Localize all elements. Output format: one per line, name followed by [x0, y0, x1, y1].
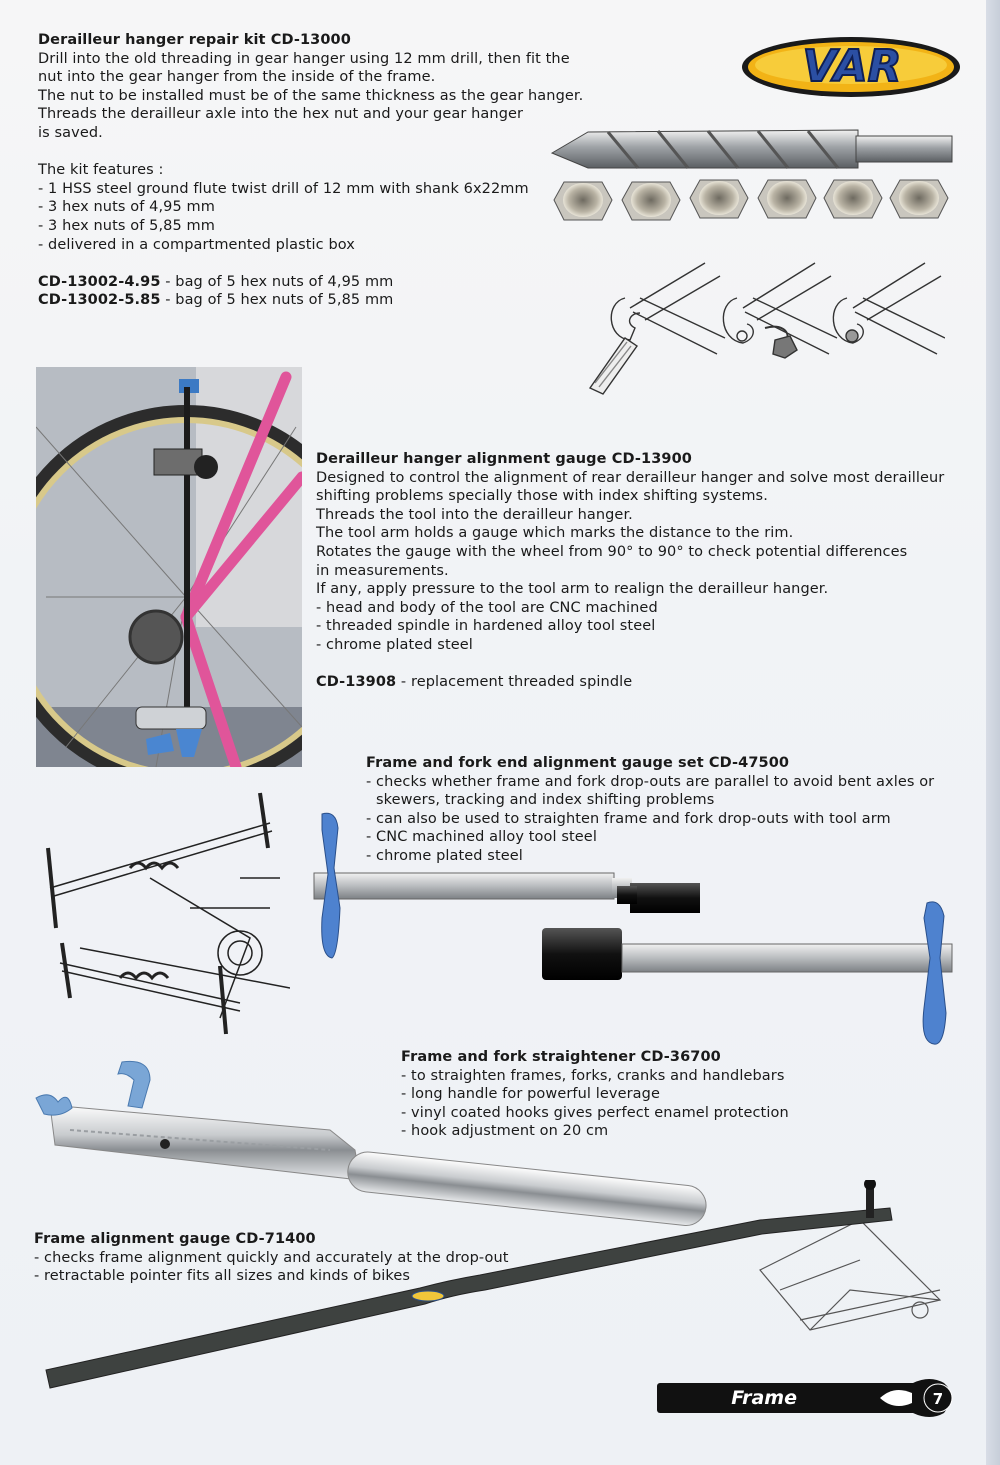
frame-sketch [760, 1220, 940, 1330]
alignment-gauge-photo [36, 367, 302, 767]
text-line: is saved. [38, 124, 103, 141]
text-line: The tool arm holds a gauge which marks the distance to the rim. [316, 525, 794, 542]
text-line: - retractable pointer fits all sizes and kinds of bikes [34, 1268, 411, 1285]
var-logo [740, 34, 962, 100]
gauge-bar [46, 1208, 892, 1388]
feature-item: - delivered in a compartmented plastic box [38, 236, 355, 253]
variant-code: CD-13002-5.85 [38, 292, 161, 309]
logo-text: VAR [802, 41, 902, 92]
section-alignment-gauge [316, 450, 944, 692]
variant-text: - bag of 5 hex nuts of 4,95 mm [160, 273, 394, 290]
text-line: - chrome plated steel [366, 847, 523, 864]
page-number: 7 [932, 1390, 944, 1408]
text-line: nut into the gear hanger from the inside of the frame. [38, 69, 436, 86]
text-line: - checks frame alignment quickly and accurately at the drop-out [34, 1249, 509, 1266]
variant-code: CD-13002-4.95 [38, 273, 161, 290]
gauge-lower [542, 902, 952, 1044]
text-line: Rotates the gauge with the wheel from 90° to 90° to check potential differences [316, 543, 908, 560]
text-line: If any, apply pressure to the tool arm to realign the derailleur hanger. [316, 581, 829, 598]
section-title: Frame alignment gauge CD-71400 [34, 1231, 316, 1247]
fork-end-gauge-diagram [40, 788, 290, 1038]
hex-nuts [554, 180, 948, 220]
section-title: Frame and fork straightener CD-36700 [401, 1049, 721, 1065]
text-line: - chrome plated steel [316, 636, 473, 653]
text-line: shifting problems specially those with index shifting systems. [316, 488, 768, 505]
gauge-upper [314, 813, 700, 958]
variant-line [38, 291, 583, 310]
section-repair-kit [38, 31, 583, 310]
variant-line [38, 273, 583, 292]
variant-line [316, 673, 944, 692]
section-title: Derailleur hanger alignment gauge CD-13900 [316, 451, 692, 467]
text-line: Threads the tool into the derailleur hanger. [316, 506, 633, 523]
text-line: - head and body of the tool are CNC machined [316, 599, 658, 616]
section-tab [657, 1383, 867, 1413]
text-line: Drill into the old threading in gear hanger using 12 mm drill, then fit the [38, 50, 570, 67]
variant-text: - bag of 5 hex nuts of 5,85 mm [160, 292, 394, 309]
section-title: Derailleur hanger repair kit CD-13000 [38, 32, 351, 48]
text-line: - CNC machined alloy tool steel [366, 829, 597, 846]
section-title: Frame and fork end alignment gauge set CD-47500 [366, 755, 790, 771]
text-line: - threaded spindle in hardened alloy tool steel [316, 618, 656, 635]
drill-and-nuts-image [548, 118, 958, 238]
fork-end-gauge-set-image [312, 808, 957, 1048]
text-line: The nut to be installed must be of the same thickness as the gear hanger. [38, 87, 584, 104]
text-line: Designed to control the alignment of rear derailleur hanger and solve most derailleur [316, 469, 945, 486]
text-line: - to straighten frames, forks, cranks and handlebars [401, 1067, 785, 1084]
hanger-repair-diagram [585, 258, 945, 398]
text-line: - long handle for powerful leverage [401, 1086, 660, 1103]
features-heading: The kit features : [38, 162, 164, 179]
text-line: in measurements. [316, 562, 449, 579]
variant-code: CD-13908 [316, 674, 397, 691]
page-number-badge [858, 1375, 958, 1421]
text-line: Threads the derailleur axle into the hex nut and your gear hanger [38, 106, 524, 123]
frame-alignment-gauge-image [40, 1180, 960, 1400]
text-line: - checks whether frame and fork drop-outs are parallel to avoid bent axles or [366, 773, 935, 790]
text-line: skewers, tracking and index shifting problems [376, 792, 715, 809]
variant-text: - replacement threaded spindle [396, 674, 633, 691]
feature-item: - 3 hex nuts of 4,95 mm [38, 199, 215, 216]
text-line: - vinyl coated hooks gives perfect enamel protection [401, 1104, 789, 1121]
gauge-on-bike-illustration [36, 367, 302, 767]
section-label: Frame [731, 1387, 797, 1409]
text-line: - can also be used to straighten frame and fork drop-outs with tool arm [366, 810, 891, 827]
feature-item: - 3 hex nuts of 5,85 mm [38, 217, 215, 234]
drill-bit [552, 130, 952, 168]
text-line: - hook adjustment on 20 cm [401, 1123, 609, 1140]
feature-item: - 1 HSS steel ground flute twist drill of 12 mm with shank 6x22mm [38, 180, 529, 197]
